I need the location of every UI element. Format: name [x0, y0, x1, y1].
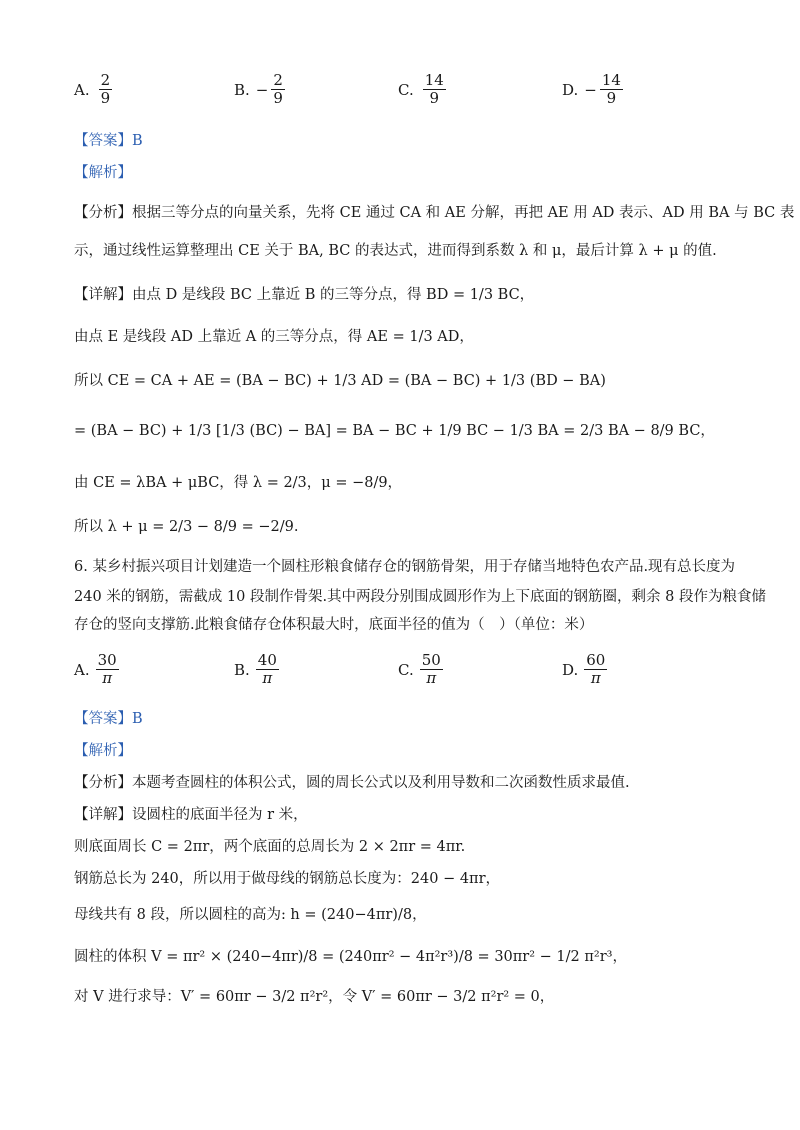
q6-detail-line: 对 V 进行求导：V′ = 60πr − 3/2 π²r²，令 V′ = 60πr − 3/2 π²r² = 0， [74, 989, 555, 1005]
option-fraction: $\frac{60}{\pi}$ [586, 651, 606, 687]
q6-option-b [234, 652, 279, 687]
q6-detail-line: 钢筋总长为 240，所以用于做母线的钢筋总长度为：240 − 4πr， [74, 871, 501, 887]
q6-option-a [74, 652, 119, 687]
q5-detail-line: 由 CE = λBA + μBC，得 λ = 2/3，μ = −8/9， [74, 475, 403, 491]
option-letter: D. [562, 80, 579, 99]
q6-stem-line: 6. 某乡村振兴项目计划建造一个圆柱形粮食储存仓的钢筋骨架，用于存储当地特色农产品.现有总长度为 [74, 559, 736, 575]
option-letter: B. [234, 660, 250, 679]
q5-detail-line: 所以 λ + μ = 2/3 − 8/9 = −2/9. [74, 519, 299, 535]
q5-detail-line: = (BA − BC) + 1/3 [1/3 (BC) − BA] = BA − BC + 1/9 BC − 1/3 BA = 2/3 BA − 8/9 BC， [74, 423, 715, 439]
q6-stem-line: 存仓的竖向支撑筋.此粮食储存仓体积最大时，底面半径的值为（ ）（单位：米） [74, 617, 594, 633]
q5-analysis-line: 【分析】根据三等分点的向量关系，先将 CE 通过 CA 和 AE 分解，再把 AE 用 AD 表示、AD 用 BA 与 BC 表 [74, 205, 795, 221]
q5-detail-line: 所以 CE = CA + AE = (BA − BC) + 1/3 AD = (BA − BC) + 1/3 (BD − BA) [74, 373, 606, 389]
q5-analysis-tag: 【解析】 [74, 165, 132, 181]
q6-analysis-tag: 【解析】 [74, 743, 132, 759]
option-fraction: $\frac{2}{9}$ [273, 71, 283, 107]
q5-option-c [398, 72, 446, 107]
q6-detail-line: 母线共有 8 段，所以圆柱的高为: h = (240−4πr)/8， [74, 907, 427, 923]
option-letter: C. [398, 660, 414, 679]
q5-option-a [74, 72, 112, 107]
option-letter: A. [74, 80, 90, 99]
option-letter: D. [562, 660, 579, 679]
option-letter: B. [234, 80, 250, 99]
option-fraction: $\frac{50}{\pi}$ [421, 651, 441, 687]
q6-stem-line: 240 米的钢筋，需截成 10 段制作骨架.其中两段分别围成圆形作为上下底面的钢筋圈，剩余 8 段作为粮食储 [74, 589, 767, 605]
q5-analysis-line: 示，通过线性运算整理出 CE 关于 BA, BC 的表达式，进而得到系数 λ 和 μ，最后计算 λ + μ 的值. [74, 243, 717, 259]
q6-option-d [562, 652, 607, 687]
option-sign: − [584, 80, 597, 99]
option-letter: C. [398, 80, 414, 99]
q6-analysis-line: 【分析】本题考查圆柱的体积公式，圆的周长公式以及利用导数和二次函数性质求最值. [74, 775, 630, 791]
q5-option-b [234, 72, 285, 107]
q6-answer: 【答案】B [74, 711, 143, 727]
option-fraction: $\frac{14}{9}$ [601, 71, 621, 107]
q5-option-d [562, 72, 623, 107]
q5-detail-line: 【详解】由点 D 是线段 BC 上靠近 B 的三等分点，得 BD = 1/3 BC， [74, 287, 535, 303]
option-fraction: $\frac{2}{9}$ [100, 71, 111, 107]
option-letter: A. [74, 660, 90, 679]
q5-detail-line: 由点 E 是线段 AD 上靠近 A 的三等分点，得 AE = 1/3 AD， [74, 329, 474, 345]
option-fraction: $\frac{40}{\pi}$ [257, 651, 277, 687]
q6-detail-line: 【详解】设圆柱的底面半径为 r 米， [74, 807, 308, 823]
option-fraction: $\frac{30}{\pi}$ [97, 651, 117, 687]
option-fraction: $\frac{14}{9}$ [424, 71, 444, 107]
q5-answer: 【答案】B [74, 133, 143, 149]
option-sign: − [255, 80, 269, 99]
q6-detail-line: 则底面周长 C = 2πr，两个底面的总周长为 2 × 2πr = 4πr. [74, 839, 466, 855]
q6-option-c [398, 652, 443, 687]
q6-detail-line: 圆柱的体积 V = πr² × (240−4πr)/8 = (240πr² − 4π²r³)/8 = 30πr² − 1/2 π²r³， [74, 949, 627, 965]
